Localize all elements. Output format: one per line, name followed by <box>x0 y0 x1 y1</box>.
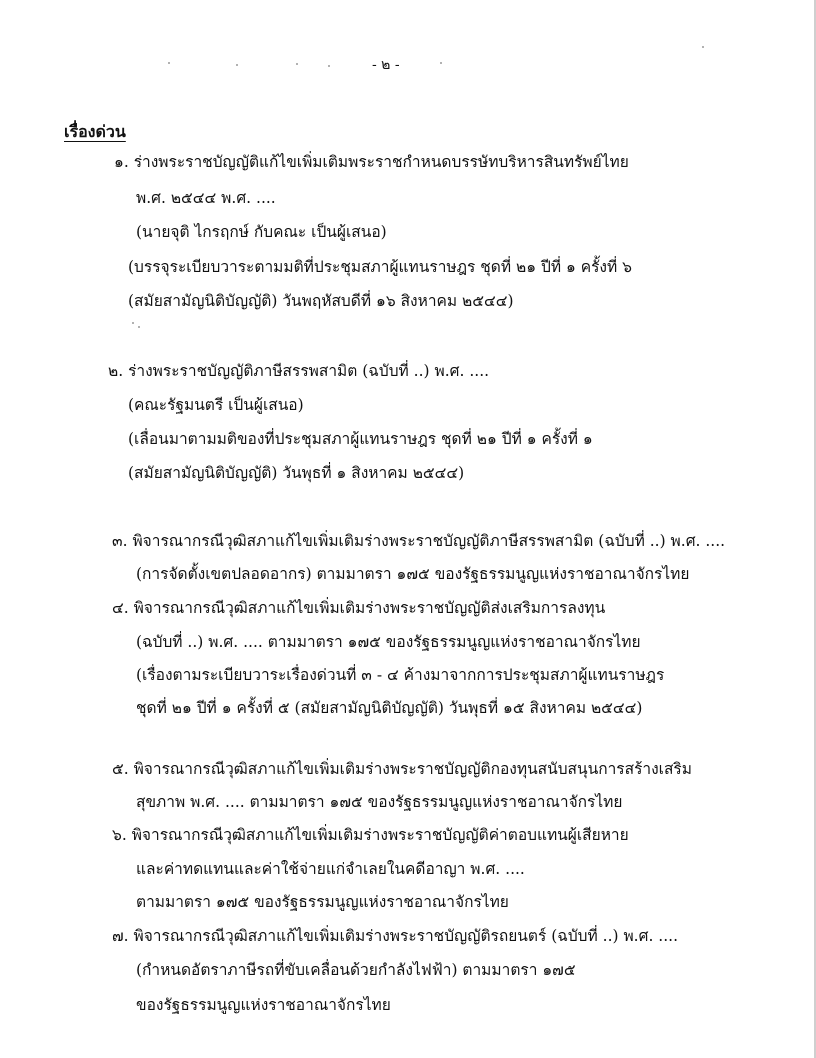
item-7-title: ๗. พิจารณากรณีวุฒิสภาแก้ไขเพิ่มเติมร่างพระราชบัญญัติรถยนตร์ (ฉบับที่ ..) พ.ศ. .... <box>112 927 679 945</box>
item-3-title: ๓. พิจารณากรณีวุฒิสภาแก้ไขเพิ่มเติมร่างพระราชบัญญัติภาษีสรรพสามิต (ฉบับที่ ..) พ.ศ. .... <box>112 532 726 550</box>
scan-speck <box>328 65 330 67</box>
item-2-note: (เลื่อนมาตามมติของที่ประชุมสภาผู้แทนราษฎร ชุดที่ ๒๑ ปีที่ ๑ ครั้งที่ ๑ <box>128 430 593 448</box>
item-4-note: (เรื่องตามระเบียบวาระเรื่องด่วนที่ ๓ - ๔ ค้างมาจากการประชุมสภาผู้แทนราษฎร <box>136 666 665 684</box>
item-1-proposer: (นายจุติ ไกรฤกษ์ กับคณะ เป็นผู้เสนอ) <box>136 223 387 241</box>
scan-speck <box>440 62 442 64</box>
item-2-proposer: (คณะรัฐมนตรี เป็นผู้เสนอ) <box>128 396 304 414</box>
section-heading: เรื่องด่วน <box>64 122 126 141</box>
item-4-note-date: ชุดที่ ๒๑ ปีที่ ๑ ครั้งที่ ๕ (สมัยสามัญนิติบัญญัติ) วันพุธที่ ๑๕ สิงหาคม ๒๕๔๔) <box>136 699 643 717</box>
scan-speck <box>168 62 170 64</box>
scan-speck <box>702 46 704 48</box>
item-7-detail: (กำหนดอัตราภาษีรถที่ขับเคลื่อนด้วยกำลังไฟฟ้า) ตามมาตรา ๑๗๕ <box>136 961 576 979</box>
scan-speck <box>236 64 238 66</box>
item-5-detail: สุขภาพ พ.ศ. .... ตามมาตรา ๑๗๕ ของรัฐธรรมนูญแห่งราชอาณาจักรไทย <box>136 793 623 811</box>
item-1-note-date: (สมัยสามัญนิติบัญญัติ) วันพฤหัสบดีที่ ๑๖ สิงหาคม ๒๕๔๔) <box>128 292 514 310</box>
item-7-law: ของรัฐธรรมนูญแห่งราชอาณาจักรไทย <box>136 996 391 1014</box>
item-2-title: ๒. ร่างพระราชบัญญัติภาษีสรรพสามิต (ฉบับที่ ..) พ.ศ. .... <box>108 362 490 380</box>
item-6-detail: และค่าทดแทนและค่าใช้จ่ายแก่จำเลยในคดีอาญา พ.ศ. .... <box>136 860 525 878</box>
item-4-detail: (ฉบับที่ ..) พ.ศ. .... ตามมาตรา ๑๗๕ ของรัฐธรรมนูญแห่งราชอาณาจักรไทย <box>136 633 641 651</box>
item-2-note-date: (สมัยสามัญนิติบัญญัติ) วันพุธที่ ๑ สิงหาคม ๒๕๔๔) <box>128 464 465 482</box>
item-1-year: พ.ศ. ๒๕๔๔ พ.ศ. .... <box>136 189 276 207</box>
item-5-title: ๕. พิจารณากรณีวุฒิสภาแก้ไขเพิ่มเติมร่างพระราชบัญญัติกองทุนสนับสนุนการสร้างเสริม <box>112 760 692 778</box>
page-number: - ๒ - <box>372 57 400 73</box>
item-6-law: ตามมาตรา ๑๗๕ ของรัฐธรรมนูญแห่งราชอาณาจักรไทย <box>136 893 509 911</box>
item-3-detail: (การจัดตั้งเขตปลอดอากร) ตามมาตรา ๑๗๕ ของรัฐธรรมนูญแห่งราชอาณาจักรไทย <box>136 565 690 583</box>
scan-speck <box>296 63 298 65</box>
item-1-note: (บรรจุระเบียบวาระตามมติที่ประชุมสภาผู้แทนราษฎร ชุดที่ ๒๑ ปีที่ ๑ ครั้งที่ ๖ <box>128 258 632 276</box>
item-6-title: ๖. พิจารณากรณีวุฒิสภาแก้ไขเพิ่มเติมร่างพระราชบัญญัติค่าตอบแทนผู้เสียหาย <box>112 826 629 844</box>
item-4-title: ๔. พิจารณากรณีวุฒิสภาแก้ไขเพิ่มเติมร่างพระราชบัญญัติส่งเสริมการลงทุน <box>112 599 606 617</box>
item-1-title: ๑. ร่างพระราชบัญญัติแก้ไขเพิ่มเติมพระราชกำหนดบรรษัทบริหารสินทรัพย์ไทย <box>114 153 629 171</box>
scan-speck <box>138 326 140 328</box>
scan-speck <box>132 322 134 324</box>
